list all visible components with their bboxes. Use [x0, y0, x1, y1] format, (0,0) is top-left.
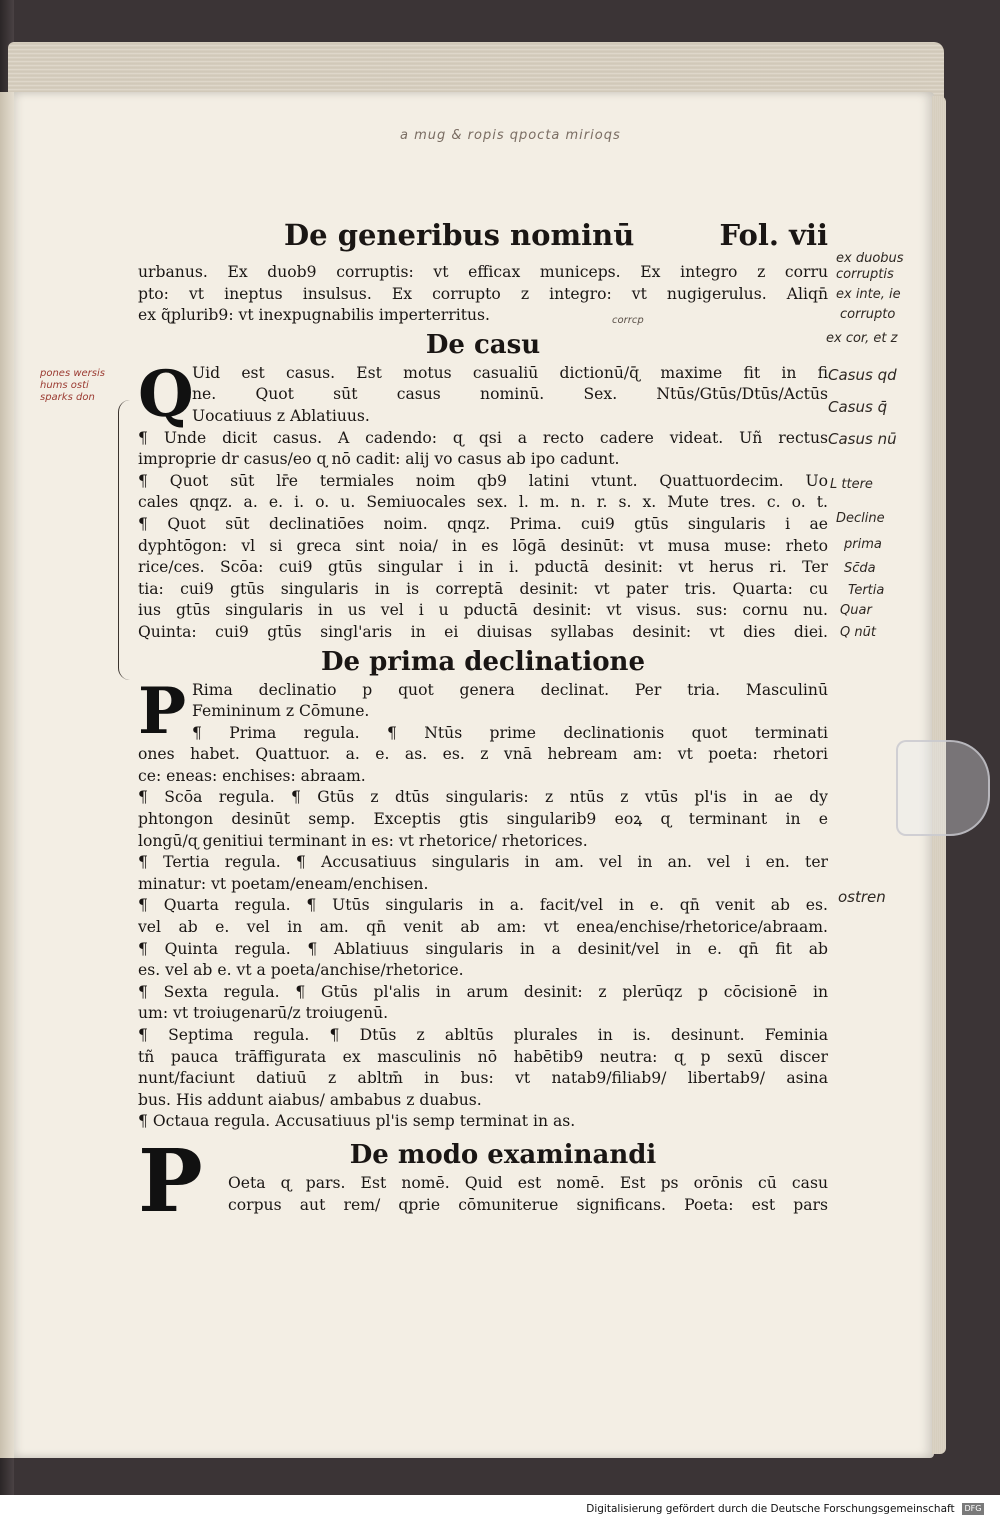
margin-note: corruptis — [836, 267, 894, 282]
text-line: ¶ Quot sūt lr̄e termiales noim qb9 latini vtunt. Quattuordecim. Uo — [138, 471, 828, 490]
section-heading-prima: De prima declinatione — [320, 646, 646, 677]
text-line: vel ab e. vel in am. qn̄ venit ab am: vt enea/enchise/rhetorice/abraam. — [138, 918, 828, 937]
text-line: ¶ Octaua regula. Accusatiuus pl'is semp terminat in as. — [138, 1112, 576, 1131]
dfg-logo-icon: DFG — [962, 1503, 984, 1515]
text-line: ¶ Quot sūt declinatiōes noim. ɋnqz. Prima. cui9 gtūs singularis i ae — [138, 514, 828, 533]
printed-text — [138, 218, 828, 1232]
text-line: urbanus. Ex duob9 corruptis: vt efficax municeps. Ex integro z corru — [138, 263, 828, 281]
text-line: Uocatiuus z Ablatiuus. — [192, 406, 370, 425]
running-header — [284, 218, 828, 262]
footer-credit: Digitalisierung gefördert durch die Deutsche Forschungsgemeinschaft — [586, 1503, 955, 1515]
page-clip — [896, 740, 990, 836]
red-note-line: sparks don — [40, 392, 95, 403]
text-line: minatur: vt poetam/eneam/enchisen. — [138, 874, 429, 893]
red-margin-note — [40, 368, 144, 404]
margin-note: Tertia — [848, 583, 885, 598]
margin-note: Sc̄da — [844, 561, 876, 576]
initial-letter-p-large: P — [138, 1130, 203, 1232]
footer-bar — [0, 1495, 1000, 1519]
initial-letter-p: P — [138, 673, 187, 749]
margin-note: L ttere — [830, 477, 873, 492]
text-line: phtongon desinūt semp. Exceptis gtis singularib9 eoꝝ ɋ terminant in e — [138, 810, 828, 829]
initial-letter-q: Q — [138, 356, 194, 432]
text-line: um: vt troiugenarū/z troiugenū. — [138, 1004, 389, 1023]
margin-note: Casus q̄ — [828, 398, 888, 416]
text-line: ius gtūs singularis in us vel i u pductā desinit: vt visus. sus: cornu nu. — [138, 601, 828, 620]
text-line: ¶ Quinta regula. ¶ Ablatiuus singularis in a desinit/vel in e. qn̄ fit ab — [138, 939, 828, 958]
margin-note: ex duobus — [836, 251, 904, 266]
text-line: Quinta: cui9 gtūs singl'aris in ei diuisas syllabas desinit: vt dies diei. — [138, 622, 828, 641]
text-line: ¶ Tertia regula. ¶ Accusatiuus singularis in am. vel in an. vel i en. ter — [138, 853, 828, 872]
margin-note: Casus nū — [828, 430, 897, 448]
text-line: ¶ Septima regula. ¶ Dtūs z abltūs plurales in is. desinunt. Feminia — [138, 1026, 828, 1044]
text-line: ¶ Sexta regula. ¶ Gtūs pl'alis in arum desinit: z plerūqz p cōcisionē in — [138, 982, 828, 1001]
text-line: tñ pauca trāffigurata ex masculinis nō habētib9 neutra: ɋ p sexū discer — [138, 1047, 828, 1066]
red-note-line: hums osti — [40, 380, 89, 391]
text-line: Oeta ɋ pars. Est nomē. Quid est nomē. Est ps orōnis cū casu — [228, 1173, 828, 1192]
paragraph-modo-initial — [138, 1130, 828, 1232]
text-line: Uid est casus. Est motus casualiū dictionū/ɋ̄ maxime fit in fi — [192, 363, 828, 382]
text-line: Femininum z Cōmune. — [192, 702, 370, 721]
text-line: es. vel ab e. vt a poeta/anchise/rhetorice. — [138, 961, 464, 980]
margin-note: prima — [844, 537, 882, 552]
handwritten-top-note: a mug & ropis qpocta mirioqs — [400, 128, 621, 143]
text-line: dyphtōgon: vl si greca sint noia/ in es lōgā desinūt: vt musa muse: rheto — [138, 536, 828, 555]
margin-note-correction: corrcp — [612, 315, 644, 326]
text-line: ex ɋ̃plurib9: vt inexpugnabilis imperterritus. — [138, 306, 490, 325]
text-line: cales ɋnqz. a. e. i. o. u. Semiuocales sex. l. m. n. r. s. x. Mute tres. c. o. t. — [138, 493, 828, 512]
text-line: ¶ Unde dicit casus. A cadendo: ɋ qsi a recto cadere videat. Uñ rectus — [138, 428, 828, 447]
text-line: ones habet. Quattuor. a. e. as. es. z vnā hebream am: vt poeta: rhetori — [138, 745, 828, 764]
folio-number: Fol. vii — [719, 218, 828, 252]
margin-note: ex inte, ie — [836, 287, 901, 302]
text-line: improprie dr casus/eo ɋ nō cadit: alij vo casus ab ipo cadunt. — [138, 450, 620, 469]
margin-note: Decline — [836, 511, 885, 526]
page-title: De generibus nominū — [284, 218, 635, 252]
text-line: longū/ɋ genitiui terminant in es: vt rhetorice/ rhetorices. — [138, 831, 588, 850]
text-line: Rima declinatio p quot genera declinat. Per tria. Masculinū — [192, 680, 828, 699]
paragraph-casu-initial — [138, 356, 828, 432]
red-note-line: pones wersis — [40, 368, 105, 379]
section-heading-modo: De modo examinandi — [349, 1139, 657, 1170]
text-line: ¶ Scōa regula. ¶ Gtūs z dtūs singularis: z ntūs z vtūs pl'is in ae dy — [138, 788, 828, 807]
text-line: bus. His addunt aiabus/ ambabus z duabus. — [138, 1090, 482, 1109]
handwritten-bracket — [118, 400, 135, 680]
margin-note-ostren: ostren — [838, 888, 886, 906]
margin-note: Quar — [840, 603, 872, 618]
margin-note: ex cor, et z — [826, 331, 898, 346]
text-line: ¶ Quarta regula. ¶ Utūs singularis in a. facit/vel in e. qn̄ venit ab es. — [138, 896, 828, 915]
margin-note: Casus qd — [828, 366, 897, 384]
text-line: ne. Quot sūt casus nominū. Sex. Ntūs/Gtūs/Dtūs/Actūs — [192, 385, 828, 404]
margin-note: Q nūt — [840, 625, 876, 640]
text-line: pto: vt ineptus insulsus. Ex corrupto z integro: vt nugigerulus. Aliqn̄ — [138, 284, 828, 303]
text-line: tia: cui9 gtūs singularis in is correptā desinit: vt pater tris. Quarta: cu — [138, 579, 828, 598]
margin-note: corrupto — [840, 307, 896, 322]
text-line: corpus aut rem/ ɋprie cōmuniterue significans. Poeta: est pars — [228, 1195, 828, 1214]
text-line: nunt/faciunt datiuū z abltm̄ in bus: vt natab9/filiab9/ libertab9/ asina — [138, 1069, 828, 1088]
text-line: ce: eneas: enchises: abraam. — [138, 766, 366, 785]
text-line: rice/ces. Scōa: cui9 gtūs singular i in i. pductā desinit: vt herus ri. Ter — [138, 558, 828, 577]
text-line: ¶ Prima regula. ¶ Ntūs prime declinationis quot terminati — [192, 723, 828, 742]
section-heading-casu: De casu — [425, 329, 541, 360]
